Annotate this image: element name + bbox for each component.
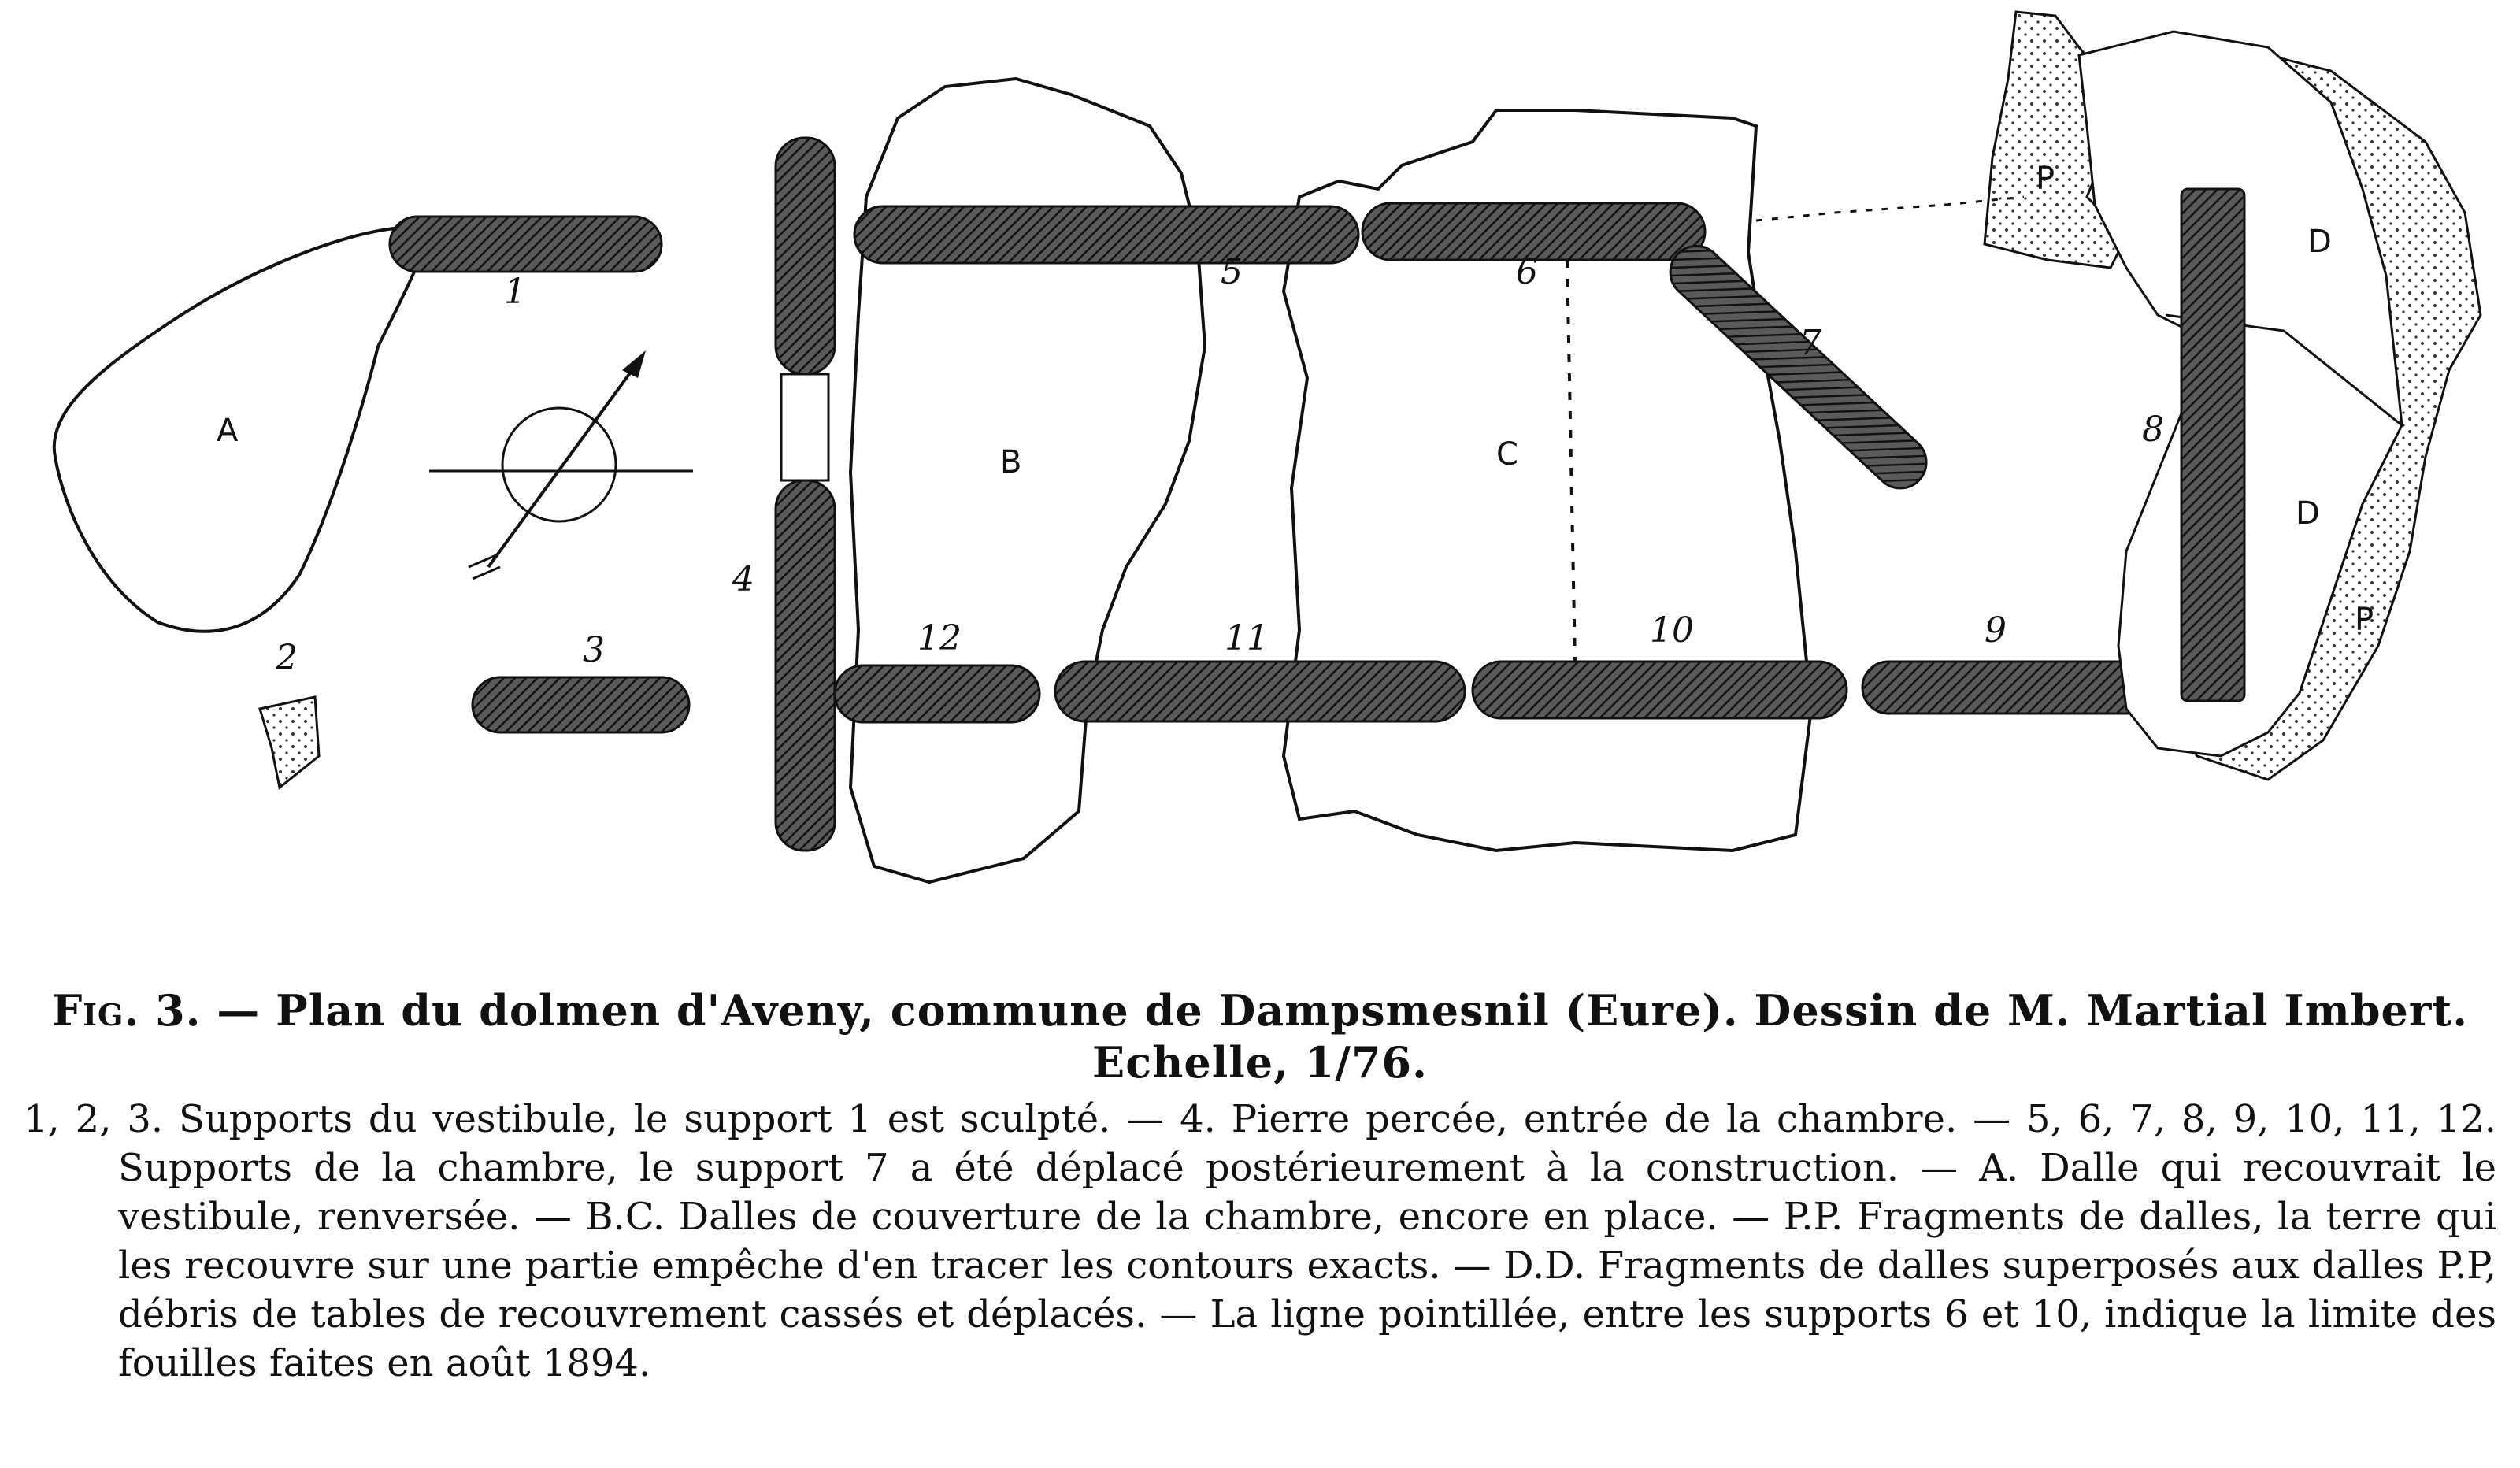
- label-c: C: [1496, 436, 1518, 473]
- support-11: [1055, 662, 1465, 721]
- support-5: [854, 206, 1358, 263]
- support-4-upper: [776, 138, 835, 374]
- slab-a-outline: [54, 228, 425, 632]
- support-2: [260, 697, 319, 788]
- label-support-6: 6: [1516, 252, 1538, 292]
- excavation-limit-line: [1567, 260, 1575, 662]
- label-support-9: 9: [1984, 610, 2007, 651]
- label-p-bottom: P: [2355, 602, 2374, 638]
- support-12: [835, 665, 1040, 722]
- label-support-10: 10: [1650, 610, 1694, 651]
- label-support-5: 5: [1221, 252, 1243, 292]
- support-1: [390, 217, 662, 272]
- label-support-3: 3: [583, 630, 605, 670]
- label-support-11: 11: [1225, 618, 1269, 658]
- label-support-1: 1: [504, 272, 526, 312]
- label-p-top: P: [2036, 161, 2055, 197]
- label-support-2: 2: [276, 638, 298, 678]
- label-d-bottom: D: [2296, 495, 2320, 532]
- label-support-4: 4: [732, 559, 754, 599]
- support-4-lower: [776, 480, 835, 851]
- support-3: [472, 677, 689, 732]
- label-b: B: [1000, 444, 1022, 480]
- caption-title: — Plan du dolmen d'Aveny, commune de Dampsmesnil (Eure). Dessin de M. Martial Imbert.: [217, 985, 2469, 1036]
- support-9: [1862, 662, 2154, 714]
- caption-scale: Echelle, 1/76.: [1092, 1037, 1428, 1088]
- orientation-symbol: [429, 350, 693, 579]
- legend-text: 1, 2, 3. Supports du vestibule, le support 1 est sculpté. — 4. Pierre percée, entrée de la chambre. — 5, 6, 7, 8, 9, 10, 11, 12. Supports de la chambre, le support 7 a été déplacé postérieurement à la construction. — A. Dalle qui recouvrait le vestibule, renversée. — B.C. Dalles de couverture de la chambre, encore en place. — P.P. Fragments de dalles, la terre qui les recouvre sur une partie empêche d'en tracer les contours exacts. — D.D. Fragments de dalles superposés aux dalles P.P, débris de tables de recouvrement cassés et déplacés. — La ligne pointillée, entre les supports 6 et 10, indique la limite des fouilles faites en août 1894.: [24, 1097, 2496, 1385]
- support-8: [2181, 189, 2244, 701]
- support-4-opening: [781, 374, 828, 480]
- label-support-7: 7: [1799, 323, 1821, 363]
- figure-caption: [0, 984, 2520, 1088]
- label-support-12: 12: [917, 618, 962, 658]
- slab-b-outline: [850, 79, 1205, 882]
- label-d-top: D: [2307, 224, 2332, 260]
- figure-legend: [24, 1095, 2496, 1388]
- label-a: A: [217, 413, 239, 449]
- label-support-8: 8: [2142, 410, 2164, 450]
- support-10: [1473, 662, 1847, 718]
- caption-figure-label: Fig. 3.: [51, 985, 202, 1036]
- dotted-link: [1756, 197, 2024, 221]
- support-7: [1659, 235, 1936, 499]
